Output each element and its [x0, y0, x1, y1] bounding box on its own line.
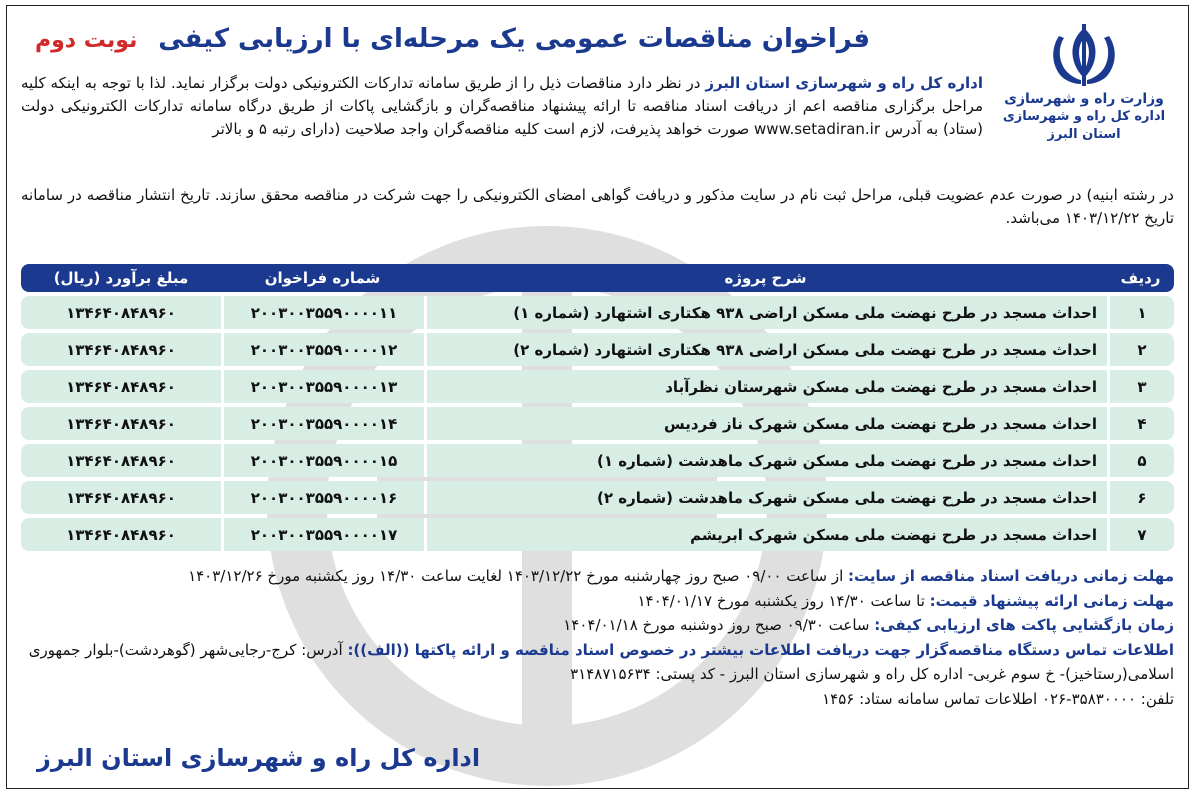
row-number: ۲	[1107, 333, 1174, 366]
project-description: احداث مسجد در طرح نهضت ملی مسکن شهرک ناز فردیس	[424, 407, 1107, 440]
intro-paragraph	[21, 72, 983, 141]
header-row-number: ردیف	[1107, 264, 1174, 292]
opening-time-label: زمان بازگشایی پاکت های ارزیابی کیفی:	[874, 616, 1174, 634]
project-description: احداث مسجد در طرح نهضت ملی مسکن اراضی ۹۳۸ هکتاری اشتهارد (شماره ۲)	[424, 333, 1107, 366]
document-deadline-label: مهلت زمانی دریافت اسناد مناقصه از سایت:	[848, 567, 1174, 585]
tender-number: ۲۰۰۳۰۰۳۵۵۹۰۰۰۰۱۵	[221, 444, 424, 477]
document-deadline	[21, 564, 1174, 589]
table-row	[21, 444, 1174, 477]
row-number: ۵	[1107, 444, 1174, 477]
table-row	[21, 296, 1174, 329]
tender-number: ۲۰۰۳۰۰۳۵۵۹۰۰۰۰۱۲	[221, 333, 424, 366]
intro-text-part2: صورت خواهد پذیرفت، لازم است کلیه مناقصه‌گران واجد صلاحیت (دارای رتبه ۵ و بالاتر	[212, 120, 755, 138]
table-row	[21, 481, 1174, 514]
project-description: احداث مسجد در طرح نهضت ملی مسکن اراضی ۹۳۸ هکتاری اشتهارد (شماره ۱)	[424, 296, 1107, 329]
projects-table	[21, 260, 1174, 555]
table-row	[21, 370, 1174, 403]
row-number: ۳	[1107, 370, 1174, 403]
contact-phone: تلفن: ۳۵۸۳۰۰۰۰-۰۲۶ اطلاعات تماس سامانه ستاد: ۱۴۵۶	[822, 689, 1174, 708]
estimated-amount: ۱۳۴۶۴۰۸۴۸۹۶۰	[21, 481, 221, 514]
ministry-logo-block	[994, 22, 1174, 144]
table-row	[21, 518, 1174, 551]
tender-number: ۲۰۰۳۰۰۳۵۵۹۰۰۰۰۱۶	[221, 481, 424, 514]
header-estimated-amount: مبلغ برآورد (ریال)	[21, 264, 221, 292]
bid-deadline-text: تا ساعت ۱۴/۳۰ روز یکشنبه مورخ ۱۴۰۴/۰۱/۱۷	[637, 591, 930, 610]
bid-deadline	[21, 589, 1174, 614]
footer-organization: اداره کل راه و شهرسازی استان البرز	[37, 744, 481, 772]
tender-number: ۲۰۰۳۰۰۳۵۵۹۰۰۰۰۱۴	[221, 407, 424, 440]
contact-info-label: اطلاعات تماس دستگاه مناقصه‌گزار جهت دریافت اطلاعات بیشتر در خصوص اسناد مناقصه و ارائه پاکتها ((الف)):	[347, 640, 1174, 659]
header-description: شرح پروژه	[424, 264, 1107, 292]
estimated-amount: ۱۳۴۶۴۰۸۴۸۹۶۰	[21, 333, 221, 366]
estimated-amount: ۱۳۴۶۴۰۸۴۸۹۶۰	[21, 370, 221, 403]
project-description: احداث مسجد در طرح نهضت ملی مسکن شهرک ابریشم	[424, 518, 1107, 551]
opening-time	[21, 613, 1174, 638]
project-description: احداث مسجد در طرح نهضت ملی مسکن شهرک ماهدشت (شماره ۱)	[424, 444, 1107, 477]
intro-text-part1: در نظر دارد مناقصات ذیل را از طریق سامانه تدارکات الکترونیکی دولت برگزار نماید. لذا با توجه به اینکه کلیه مراحل برگزاری مناقصه اعم از دریافت اسناد مناقصه تا ارائه پیشنهاد مناقصه‌گران و بازگشایی پاکات از طریق درگاه سامانه تدارکات الکترونیکی دولت (ستاد) به آدرس	[21, 74, 983, 138]
table-row	[21, 407, 1174, 440]
row-number: ۴	[1107, 407, 1174, 440]
tender-schedule-info	[21, 564, 1174, 711]
row-number: ۱	[1107, 296, 1174, 329]
estimated-amount: ۱۳۴۶۴۰۸۴۸۹۶۰	[21, 518, 221, 551]
opening-time-text: ساعت ۰۹/۳۰ صبح روز دوشنبه مورخ ۱۴۰۴/۰۱/۱۸	[563, 616, 875, 634]
tender-number: ۲۰۰۳۰۰۳۵۵۹۰۰۰۰۱۷	[221, 518, 424, 551]
setad-website-link[interactable]: www.setadiran.ir	[754, 120, 881, 138]
round-badge: نوبت دوم	[35, 28, 138, 53]
estimated-amount: ۱۳۴۶۴۰۸۴۸۹۶۰	[21, 444, 221, 477]
document-deadline-text: از ساعت ۰۹/۰۰ صبح روز چهارشنبه مورخ ۱۴۰۳/۱۲/۲۲ لغایت ساعت ۱۴/۳۰ روز یکشنبه مورخ ۱۴۰۳/۱۲/۲۶	[188, 567, 849, 585]
notice-title: فراخوان مناقصات عمومی یک مرحله‌ای با ارزیابی کیفی	[158, 24, 870, 54]
estimated-amount: ۱۳۴۶۴۰۸۴۸۹۶۰	[21, 296, 221, 329]
estimated-amount: ۱۳۴۶۴۰۸۴۸۹۶۰	[21, 407, 221, 440]
intro-paragraph-continued: در رشته ابنیه) در صورت عدم عضویت قبلی، مراحل ثبت نام در سایت مذکور و دریافت گواهی امضای الکترونیکی را جهت شرکت در مناقصه محقق سازند. تاریخ انتشار مناقصه در سامانه تاریخ ۱۴۰۳/۱۲/۲۲ می‌باشد.	[21, 186, 1174, 227]
iran-emblem-icon	[1045, 22, 1123, 88]
contact-info	[21, 638, 1174, 687]
intro-org-name: اداره کل راه و شهرسازی استان البرز	[705, 74, 983, 92]
ministry-name: وزارت راه و شهرسازی	[1004, 91, 1164, 107]
department-name: اداره کل راه و شهرسازی استان البرز	[1002, 109, 1166, 142]
tender-number: ۲۰۰۳۰۰۳۵۵۹۰۰۰۰۱۳	[221, 370, 424, 403]
row-number: ۶	[1107, 481, 1174, 514]
bid-deadline-label: مهلت زمانی ارائه پیشنهاد قیمت:	[929, 591, 1174, 610]
project-description: احداث مسجد در طرح نهضت ملی مسکن شهرک ماهدشت (شماره ۲)	[424, 481, 1107, 514]
row-number: ۷	[1107, 518, 1174, 551]
project-description: احداث مسجد در طرح نهضت ملی مسکن شهرستان نظرآباد	[424, 370, 1107, 403]
tender-number: ۲۰۰۳۰۰۳۵۵۹۰۰۰۰۱۱	[221, 296, 424, 329]
contact-address: آدرس: کرج-رجایی‌شهر (گوهردشت)-بلوار جمهوری اسلامی(رستاخیز)- خ سوم غربی- اداره کل راه و شهرسازی استان البرز - کد پستی: ۳۱۴۸۷۱۵۶۳۴	[28, 640, 1174, 683]
table-header-row	[21, 264, 1174, 292]
tender-notice	[6, 5, 1189, 789]
table-row	[21, 333, 1174, 366]
header-tender-number: شماره فراخوان	[221, 264, 424, 292]
